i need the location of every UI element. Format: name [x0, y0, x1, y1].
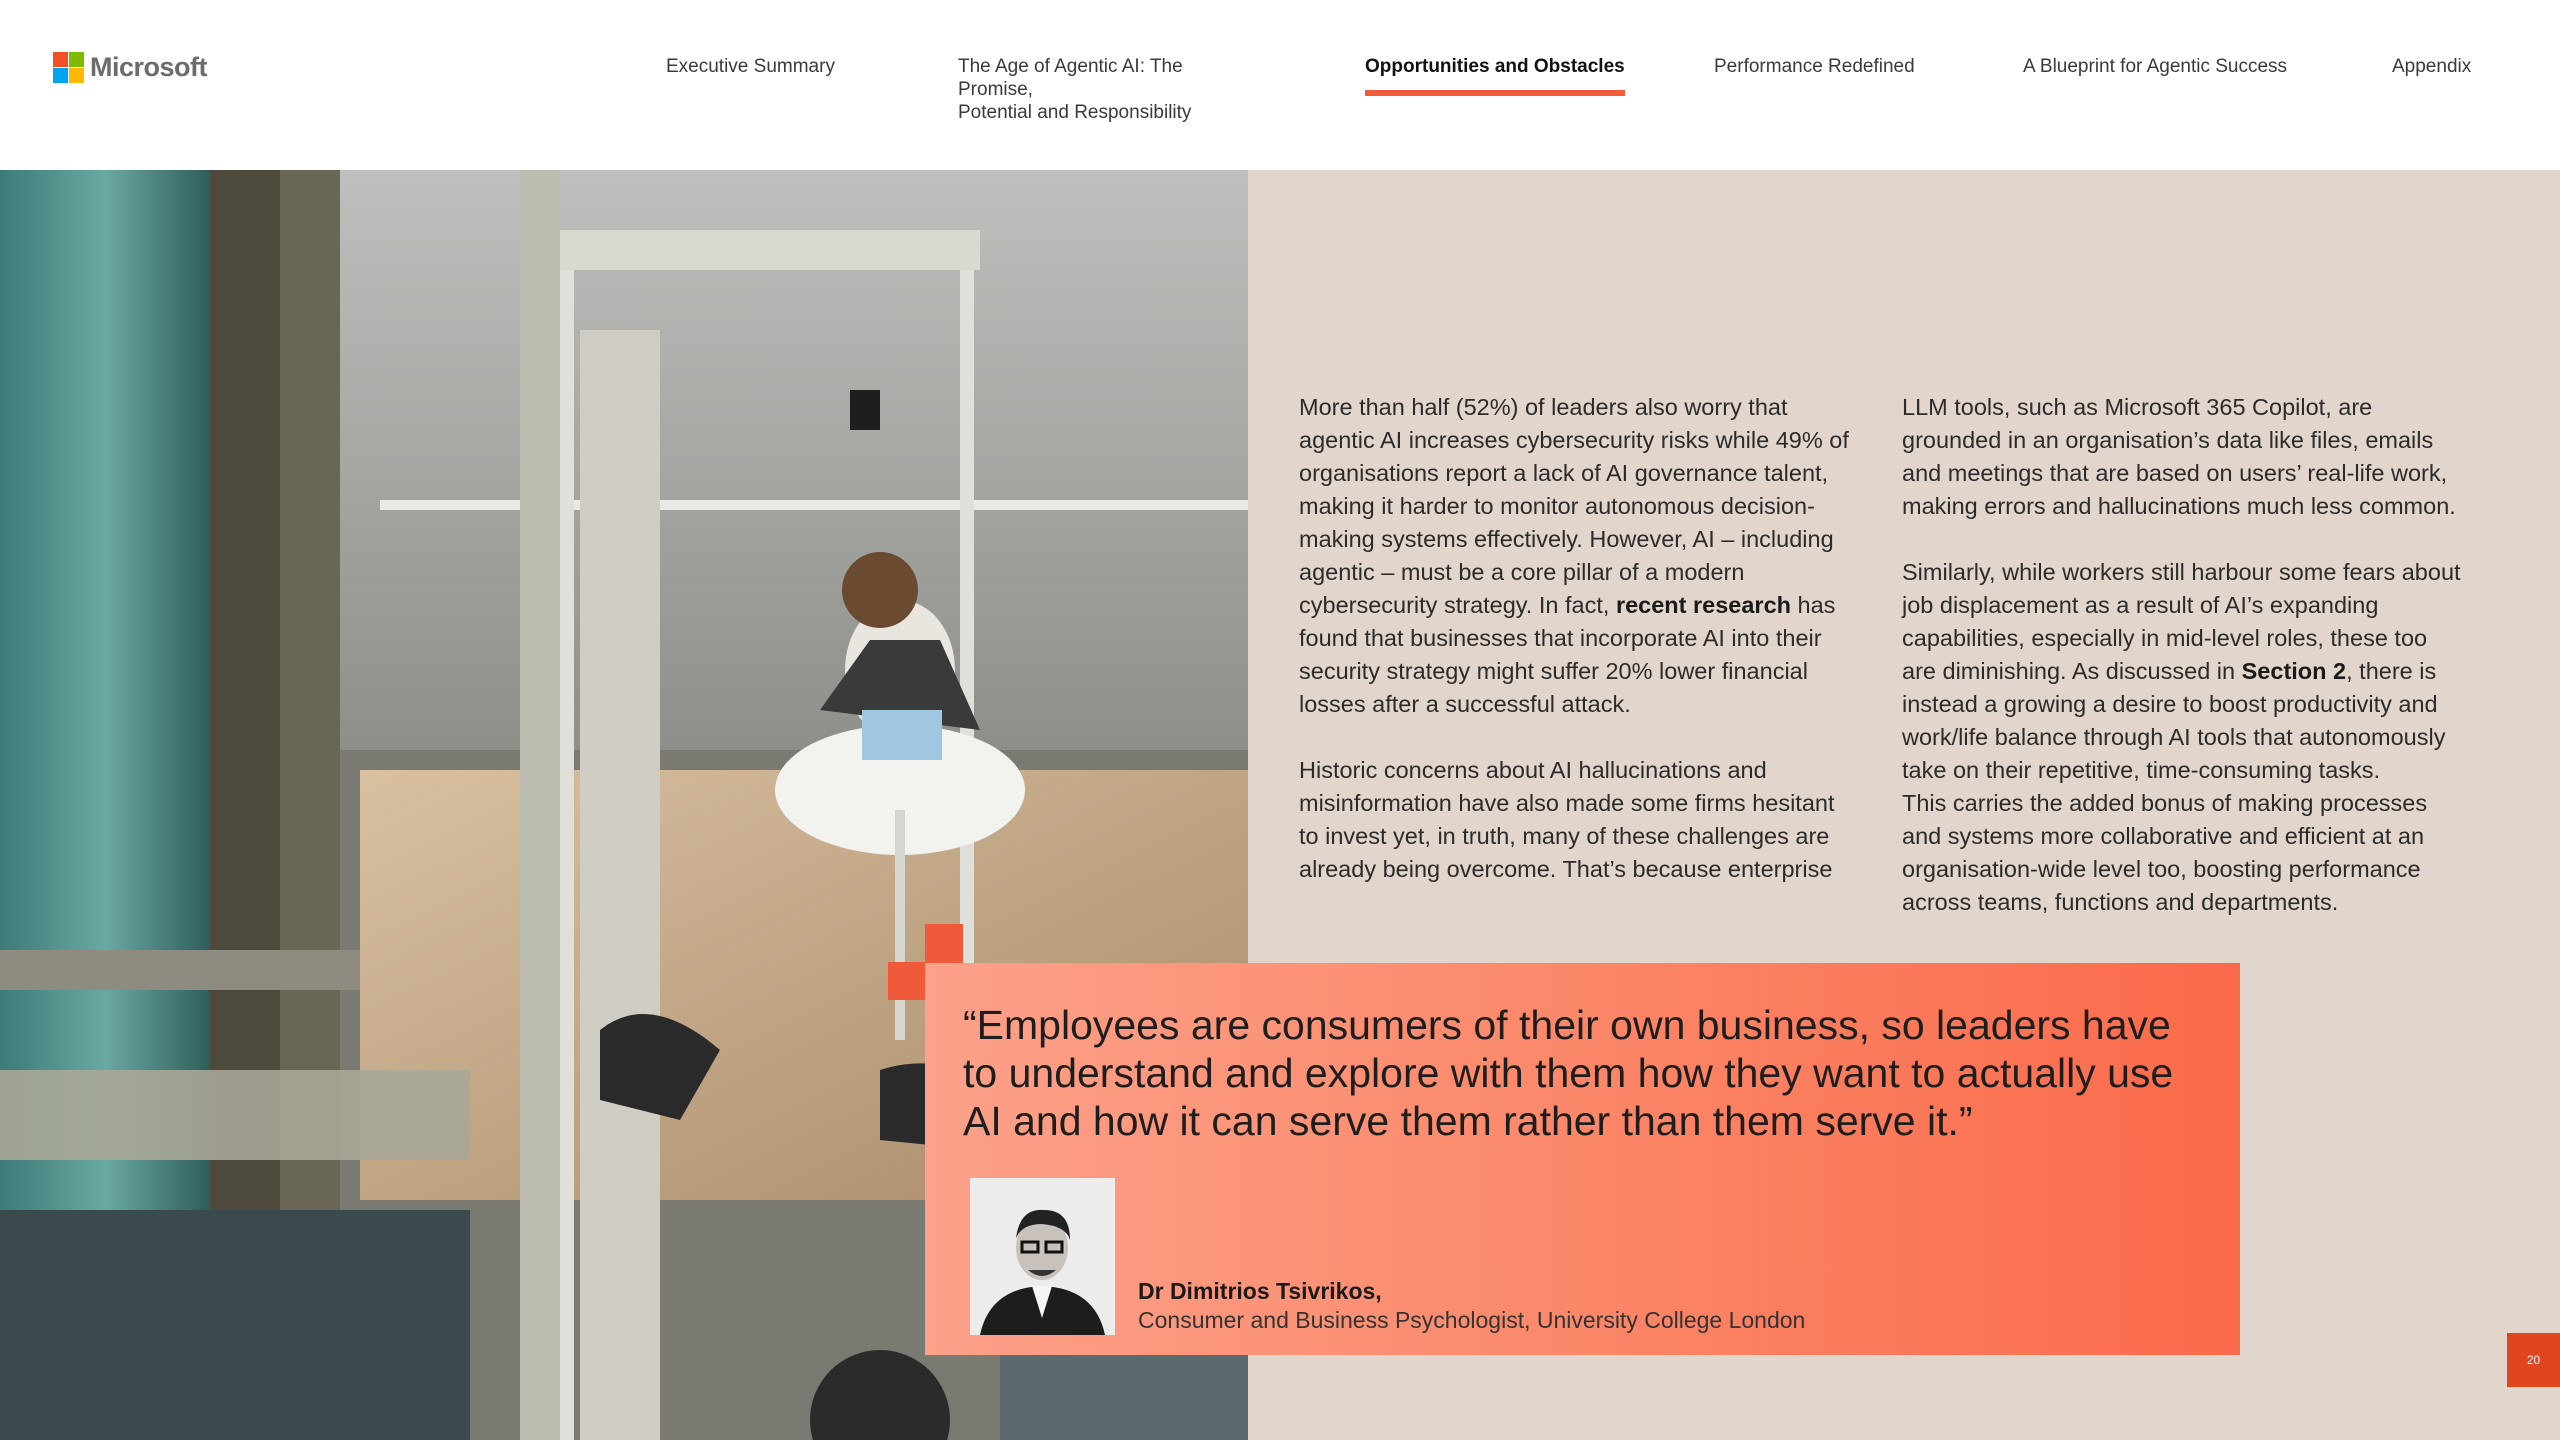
left-text-column [1299, 391, 1859, 886]
nav-label: Executive Summary [666, 56, 835, 77]
left-paragraph-1 [1299, 391, 1859, 721]
recent-research-link[interactable]: recent research [1615, 592, 1791, 618]
nav-opportunities-and-obstacles[interactable] [1365, 55, 1625, 78]
quote-box [925, 963, 2240, 1355]
author-name: Dr Dimitrios Tsivrikos, [1138, 1278, 1382, 1304]
logo-text: Microsoft [90, 52, 207, 82]
nav-performance-redefined[interactable] [1714, 55, 1915, 78]
nav-age-of-agentic-ai[interactable] [958, 55, 1258, 124]
right-paragraph-1: LLM tools, such as Microsoft 365 Copilot, are grounded in an organisation’s data like files, emails and meetings that are based on users’ real-life work, making errors and hallucinations much less common. [1902, 394, 2456, 519]
nav-label: Opportunities and Obstacles [1365, 56, 1625, 77]
section-2-link[interactable]: Section 2 [2241, 658, 2347, 684]
microsoft-logo[interactable] [53, 52, 207, 83]
right-text-column [1902, 391, 2462, 919]
text-span: , there is instead a growing a desire to boost productivity and work/life balance through AI tools that autonomously take on their repetitive, time-consuming tasks. [1902, 658, 2446, 783]
nav-label: The Age of Agentic AI: The Promise, [958, 56, 1183, 100]
active-tab-underline [1365, 90, 1625, 96]
quote-accent-square [925, 924, 963, 964]
top-header [0, 0, 2560, 170]
text-span: Similarly, while workers still harbour some fears about job displacement as a result of AI’s expanding capabilities, especially in mid-level roles, these too are diminishing. As discussed in [1902, 559, 2461, 684]
nav-executive-summary[interactable] [666, 55, 835, 78]
nav-appendix[interactable] [2392, 55, 2471, 78]
author-role: Consumer and Business Psychologist, University College London [1138, 1307, 1806, 1333]
windows-logo-icon [53, 52, 84, 83]
page-number: 20 [2507, 1333, 2560, 1387]
text-span: has found that businesses that incorporate AI into their security strategy might suffer 20% lower financial losses after a successful attack. [1299, 592, 1836, 717]
left-paragraph-2: Historic concerns about AI hallucinations and misinformation have also made some firms hesitant to invest yet, in truth, many of these challenges are already being overcome. That’s because enterprise [1299, 757, 1835, 882]
nav-label-line2: Potential and Responsibility [958, 102, 1192, 123]
author-portrait [970, 1178, 1115, 1335]
quote-accent-square [888, 962, 926, 1000]
quote-text: “Employees are consumers of their own business, so leaders have to understand and explore with them how they want to actually use AI and how it can serve them rather than them serve it.” [963, 1002, 2174, 1144]
nav-label: Performance Redefined [1714, 56, 1915, 77]
nav-label: A Blueprint for Agentic Success [2023, 56, 2288, 77]
right-paragraph-2 [1902, 556, 2462, 787]
right-paragraph-3: This carries the added bonus of making processes and systems more collaborative and efficient at an organisation-wide level too, boosting performance across teams, functions and departments. [1902, 790, 2428, 915]
nav-label: Appendix [2392, 56, 2472, 77]
nav-blueprint[interactable] [2023, 55, 2287, 78]
text-span: More than half (52%) of leaders also worry that agentic AI increases cybersecurity risks while 49% of organisations report a lack of AI governance talent, making it harder to monitor autonomous decision-making systems effectively. However, AI – including agentic – must be a core pillar of a modern cybersecurity strategy. In fact, [1299, 394, 1849, 618]
